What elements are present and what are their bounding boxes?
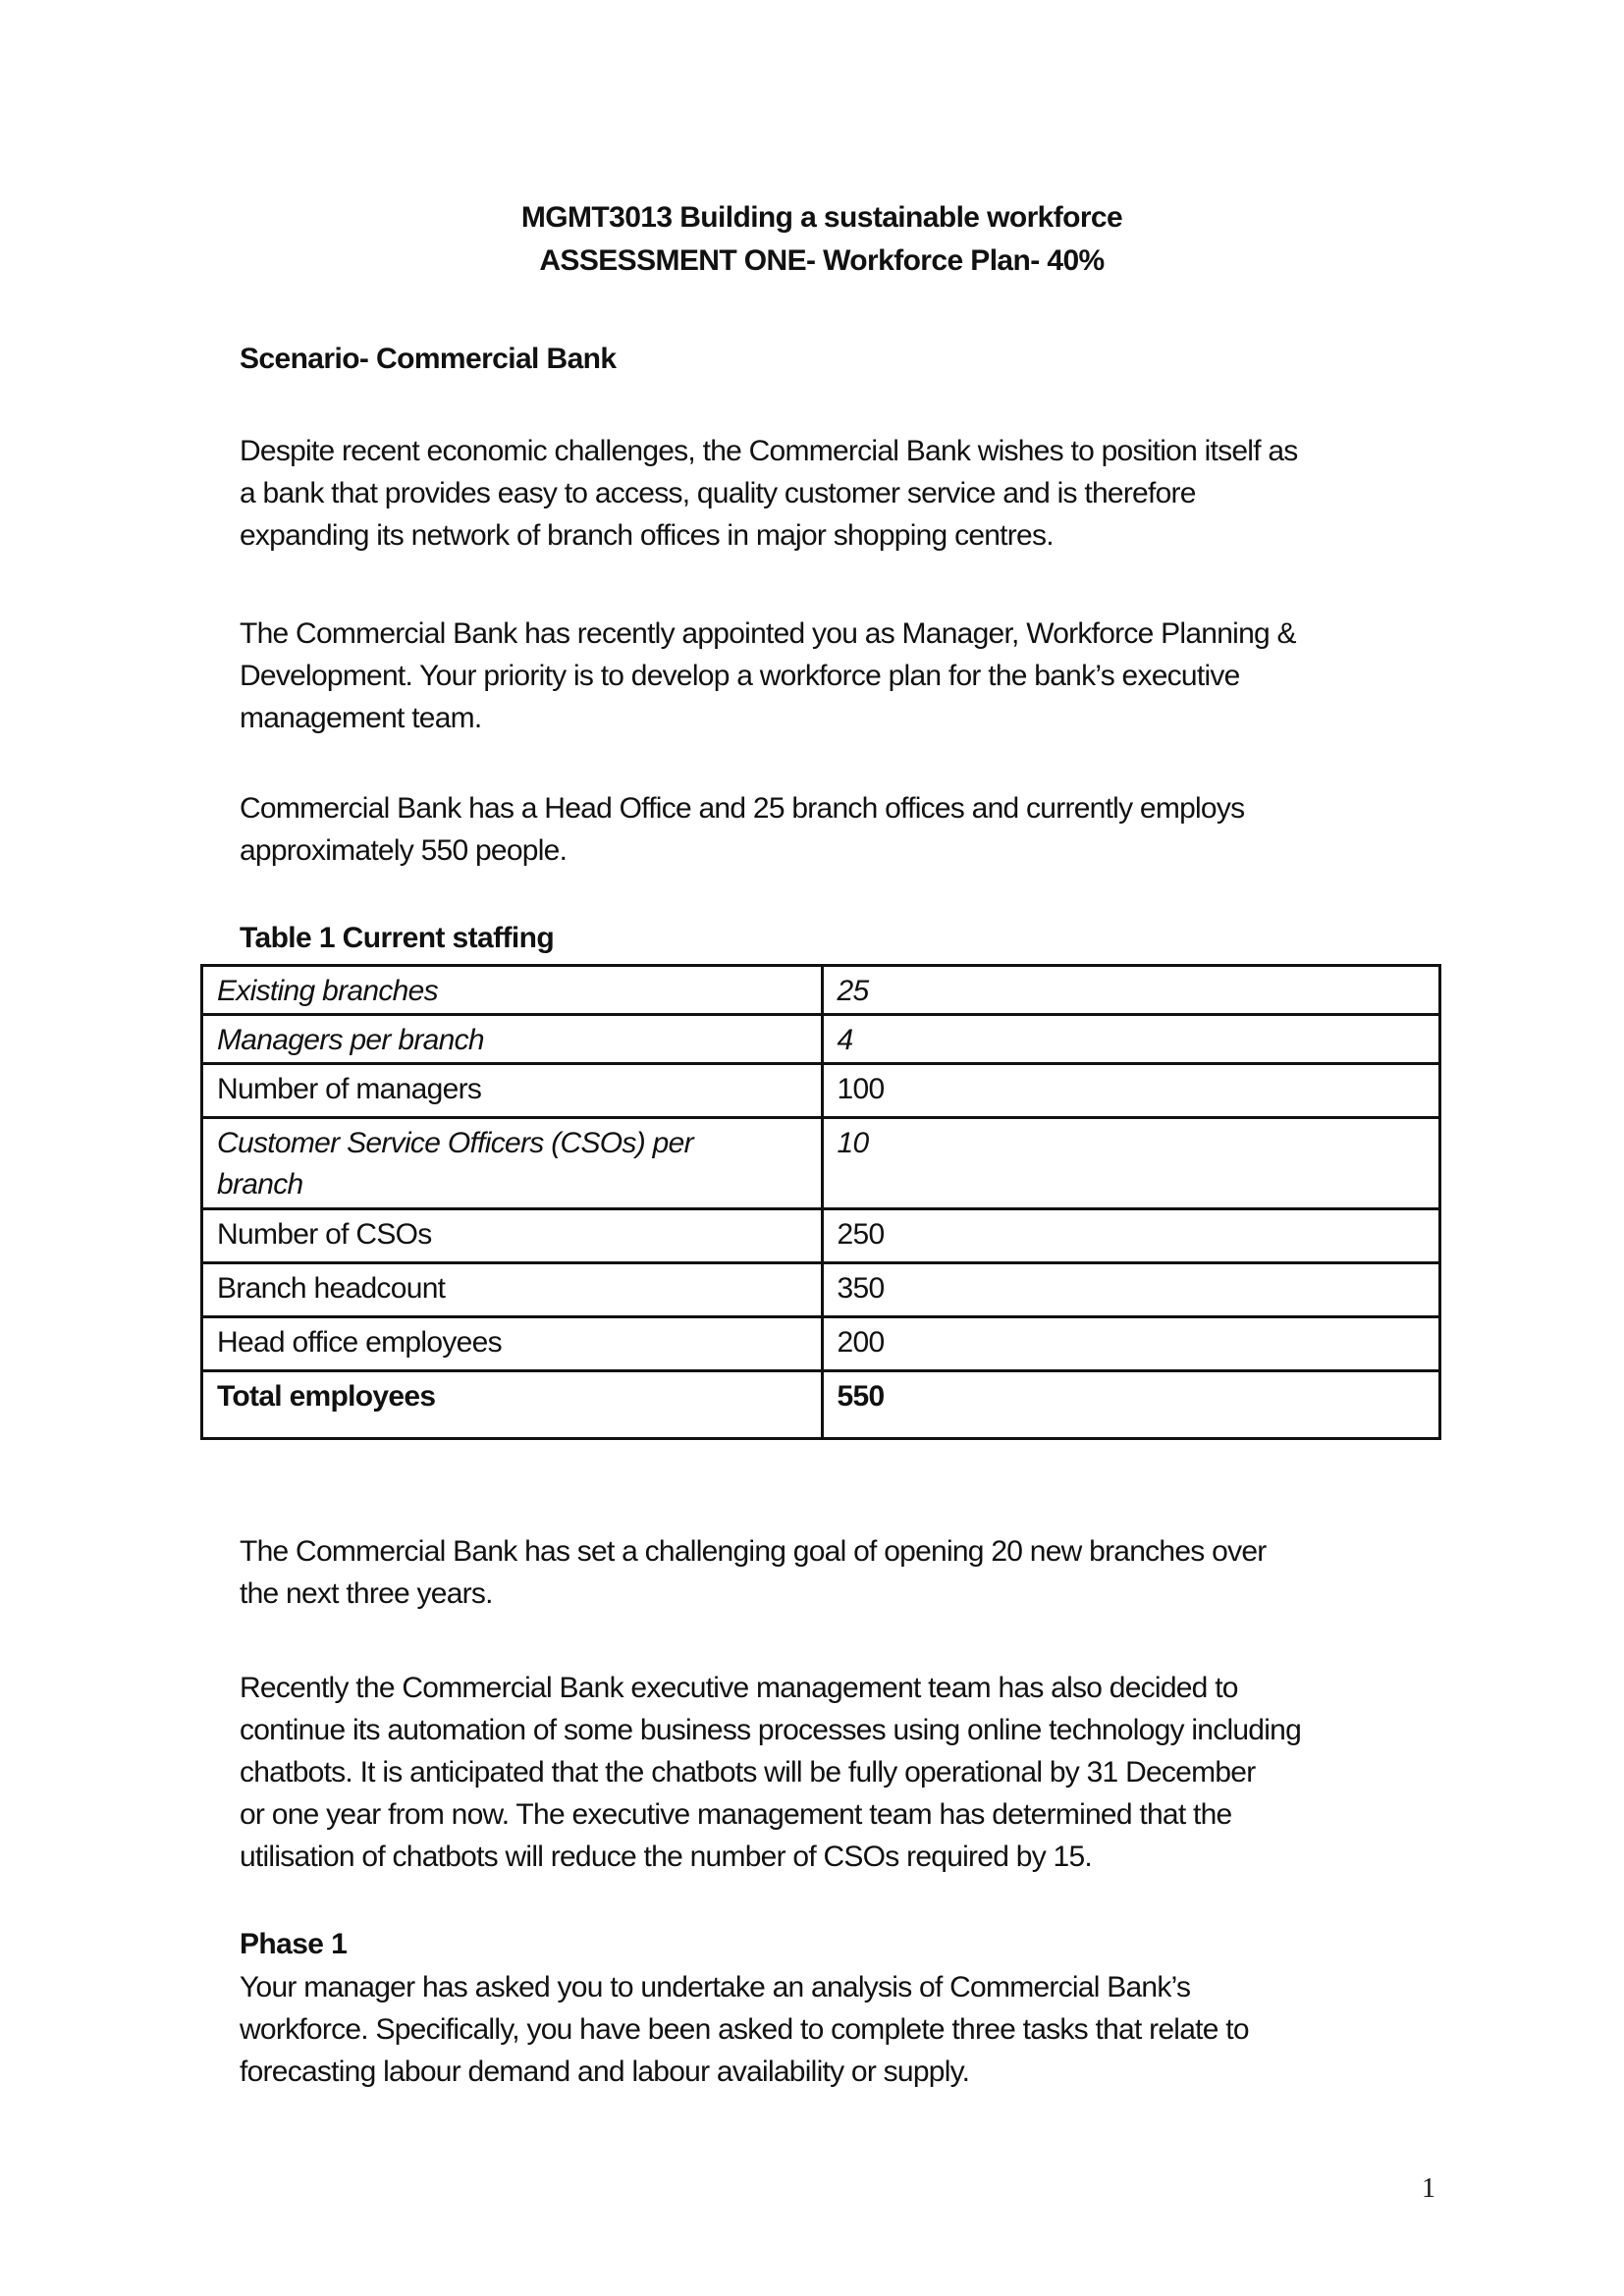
paragraph-line: Recently the Commercial Bank executive management team has also decided to [240, 1672, 1238, 1704]
paragraph-line: chatbots. It is anticipated that the chatbots will be fully operational by 31 December [240, 1756, 1256, 1789]
paragraph-line: Despite recent economic challenges, the Commercial Bank wishes to position itself as [240, 435, 1298, 467]
row-value: 200 [822, 1317, 1440, 1371]
paragraph-line: utilisation of chatbots will reduce the number of CSOs required by 15. [240, 1841, 1092, 1873]
table-row [202, 1209, 1440, 1263]
table-row [202, 1118, 1440, 1209]
paragraph-line: workforce. Specifically, you have been asked to complete three tasks that relate to [240, 2013, 1249, 2046]
paragraph-line: expanding its network of branch offices in major shopping centres. [240, 519, 1054, 552]
automation-paragraph [240, 1667, 1437, 1878]
paragraph-line: forecasting labour demand and labour availability or supply. [240, 2056, 970, 2088]
table-row [202, 1015, 1440, 1064]
paragraph-line: approximately 550 people. [240, 834, 568, 867]
row-label: Number of CSOs [202, 1209, 823, 1263]
paragraph-line: Your manager has asked you to undertake an analysis of Commercial Bank’s [240, 1971, 1191, 2003]
row-label: Number of managers [202, 1064, 823, 1118]
course-title: MGMT3013 Building a sustainable workforce [520, 201, 1123, 234]
paragraph-line: The Commercial Bank has recently appointed you as Manager, Workforce Planning & [240, 617, 1296, 650]
paragraph-line: Commercial Bank has a Head Office and 25 branch offices and currently employs [240, 792, 1245, 825]
paragraph-line: the next three years. [240, 1577, 493, 1610]
row-label [202, 1118, 823, 1209]
row-value: 350 [822, 1263, 1440, 1317]
phase-heading: Phase 1 [240, 1928, 348, 1960]
headcount-paragraph [240, 787, 1437, 872]
scenario-heading: Scenario- Commercial Bank [240, 343, 617, 375]
row-label: Total employees [202, 1371, 823, 1439]
row-label: Existing branches [202, 966, 823, 1015]
paragraph-line: Development. Your priority is to develop a workforce plan for the bank’s executive [240, 660, 1240, 692]
page-number: 1 [1422, 2173, 1435, 2204]
paragraph-line: or one year from now. The executive management team has determined that the [240, 1798, 1232, 1831]
row-value: 550 [822, 1371, 1440, 1439]
row-label-line: Customer Service Officers (CSOs) per [217, 1127, 693, 1159]
row-label-line: branch [217, 1168, 303, 1201]
table-row [202, 1263, 1440, 1317]
paragraph-line: a bank that provides easy to access, quality customer service and is therefore [240, 477, 1196, 509]
table-row [202, 1317, 1440, 1371]
table-row [202, 966, 1440, 1015]
table-caption: Table 1 Current staffing [240, 922, 555, 954]
row-label: Managers per branch [202, 1015, 823, 1064]
row-value: 4 [822, 1015, 1440, 1064]
paragraph-line: The Commercial Bank has set a challenging goal of opening 20 new branches over [240, 1535, 1267, 1568]
row-value: 25 [822, 966, 1440, 1015]
row-label: Branch headcount [202, 1263, 823, 1317]
paragraph-line: continue its automation of some business processes using online technology including [240, 1714, 1302, 1746]
intro-paragraph [240, 430, 1437, 557]
row-value: 250 [822, 1209, 1440, 1263]
row-value: 100 [822, 1064, 1440, 1118]
current-staffing-table [200, 964, 1441, 1440]
table-row-total [202, 1371, 1440, 1439]
paragraph-line: management team. [240, 702, 482, 734]
goal-paragraph [240, 1530, 1437, 1615]
phase-paragraph [240, 1966, 1437, 2093]
row-label: Head office employees [202, 1317, 823, 1371]
assessment-title: ASSESSMENT ONE- Workforce Plan- 40% [539, 244, 1105, 277]
appointment-paragraph [240, 613, 1437, 739]
table-row [202, 1064, 1440, 1118]
row-value: 10 [822, 1118, 1440, 1209]
